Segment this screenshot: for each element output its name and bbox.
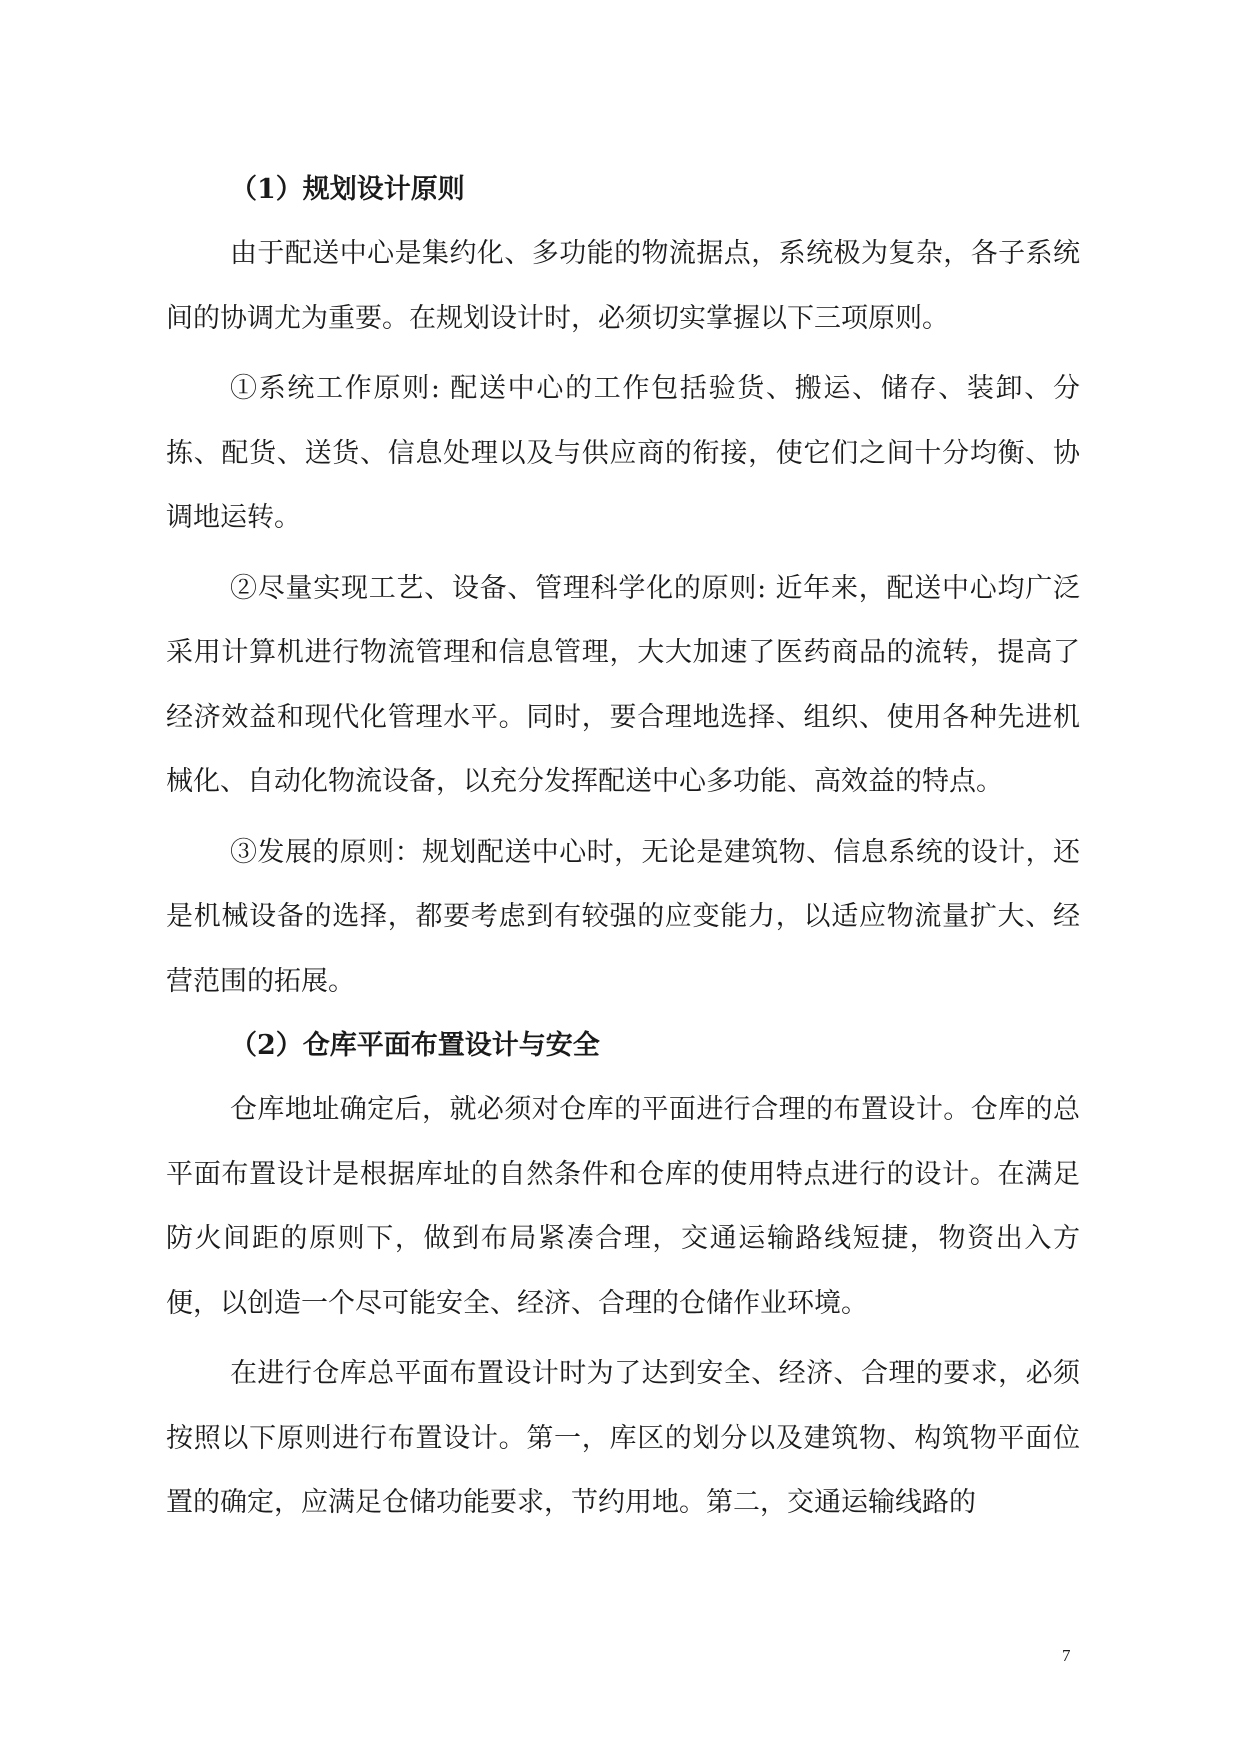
section-heading-warehouse-layout: （2）仓库平面布置设计与安全 (230, 1030, 600, 1061)
paragraph-layout-principles: 在进行仓库总平面布置设计时为了达到安全、经济、合理的要求，必须按照以下原则进行布置设计。第一，库区的划分以及建筑物、构筑物平面位置的确定，应满足仓储功能要求，节约用地。第二，交通运输线路的 (166, 1358, 1080, 1518)
paragraph-principle-development: ③发展的原则：规划配送中心时，无论是建筑物、信息系统的设计，还是机械设备的选择，都要考虑到有较强的应变能力，以适应物流量扩大、经营范围的拓展。 (166, 836, 1080, 997)
paragraph-principle-system: ①系统工作原则: 配送中心的工作包括验货、搬运、储存、装卸、分拣、配货、送货、信息处理以及与供应商的衔接，使它们之间十分均衡、协调地运转。 (166, 373, 1080, 533)
paragraph-principle-scientific: ②尽量实现工艺、设备、管理科学化的原则: 近年来，配送中心均广泛采用计算机进行物流管理和信息管理，大大加速了医药商品的流转，提高了经济效益和现代化管理水平。同时，要合理地选择、组织、使用各种先进机械化、自动化物流设备，以充分发挥配送中心多功能、高效益的特点。 (166, 572, 1080, 797)
paragraph-intro: 由于配送中心是集约化、多功能的物流据点，系统极为复杂，各子系统间的协调尤为重要。在规划设计时，必须切实掌握以下三项原则。 (166, 238, 1080, 334)
paragraph-warehouse-layout: 仓库地址确定后，就必须对仓库的平面进行合理的布置设计。仓库的总平面布置设计是根据库址的自然条件和仓库的使用特点进行的设计。在满足防火间距的原则下，做到布局紧凑合理，交通运输路线短捷，物资出入方便，以创造一个尽可能安全、经济、合理的仓储作业环境。 (166, 1094, 1080, 1319)
page-number: 7 (1062, 1646, 1071, 1665)
page-content (166, 158, 1080, 1536)
section-heading-planning-principles: （1）规划设计原则 (230, 174, 465, 205)
